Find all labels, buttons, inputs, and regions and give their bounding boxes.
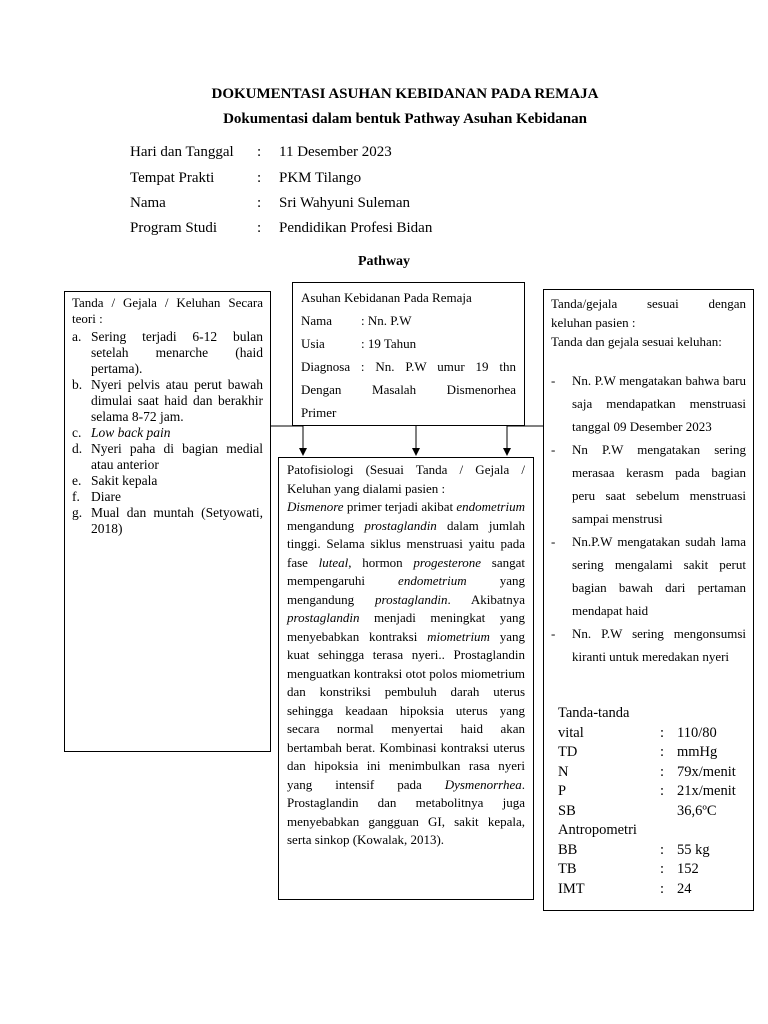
info-colon: : — [257, 144, 262, 160]
vital-row: N : 79x/menit — [558, 763, 736, 780]
patient-symptoms-box — [543, 289, 754, 911]
document-title: DOKUMENTASI ASUHAN KEBIDANAN PADA REMAJA — [211, 86, 599, 102]
vital-row: Antropometri — [558, 822, 637, 838]
pathophysiology-text: Dismenore primer terjadi akibat endometrium mengandung prostaglandin dalam jumlah tinggi. Selama siklus menstruasi yaitu pada fase luteal, hormon progesterone sangat mempengaruhi endometrium yang mengandung prostaglandin. Akibatnya prostaglandin menjadi meningkat yang menyebabkan kontraksi miometrium yang kuat sehingga terasa nyeri.. Prostaglandin menguatkan kontraksi otot polos miometrium dan konstriksi pembuluh darah uterus sehingga keadaan hipoksia uterus yang secara normal menyertai haid akan bertambah berat. Kombinasi kontraksi uterus dan hipoksia ini menimbulkan rasa nyeri yang intensif pada Dysmenorrhea. Prostaglandin dan metabolitnya juga menyebabkan gangguan GI, sakit kepala, serta sinkop (Kowalak, 2013). — [287, 499, 526, 847]
pathophysiology-heading: Patofisiologi (Sesuai Tanda / Gejala / Keluhan yang dialami pasien : — [287, 462, 525, 496]
vital-row: TB : 152 — [558, 861, 699, 877]
usia-label: Usia — [301, 336, 325, 351]
info-colon: : — [257, 220, 262, 236]
diagnosa-line: Primer — [301, 405, 337, 420]
list-item: - Nn P.W mengatakan sering merasaa kerasm pada bagian peru saat sebelum menstruasi sampai menstrusi — [551, 442, 746, 526]
usia-value: : 19 Tahun — [361, 336, 417, 351]
vital-row: SB 36,6ºC — [558, 802, 717, 819]
arrowhead-right — [503, 448, 511, 456]
vital-signs-table — [558, 704, 747, 899]
pathway-heading: Pathway — [357, 254, 411, 269]
info-value-date: 11 Desember 2023 — [279, 144, 392, 160]
arrowhead-left — [299, 448, 307, 456]
list-item: a. Sering terjadi 6-12 bulan setelah menarche (haid pertama). — [72, 329, 263, 376]
connector-right — [507, 426, 543, 450]
info-label-place: Tempat Prakti — [130, 170, 215, 186]
list-item: c. Low back pain — [72, 425, 171, 440]
list-item: - Nn. P.W mengatakan bahwa baru saja mendapatkan menstruasi tanggal 09 Desember 2023 — [551, 373, 746, 434]
list-item: g. Mual dan muntah (Setyowati, 2018) — [72, 505, 263, 536]
diagnosa-line: Dengan Masalah Dismenorhea — [301, 382, 516, 397]
connector-left — [271, 426, 303, 450]
list-item: f. Diare — [72, 489, 121, 504]
info-label-date: Hari dan Tanggal — [130, 144, 234, 160]
vital-row: Tanda-tanda — [558, 705, 630, 721]
list-item: d. Nyeri paha di bagian medial atau anterior — [72, 441, 263, 472]
vital-row: IMT : 24 — [558, 880, 692, 897]
patient-symptoms-heading-cont: keluhan pasien : — [551, 315, 636, 330]
nama-label: Nama — [301, 313, 333, 328]
theory-heading: Tanda / Gejala / Keluhan Secara — [72, 295, 263, 310]
arrowhead-center — [412, 448, 420, 456]
summary-heading: Asuhan Kebidanan Pada Remaja — [301, 290, 472, 305]
vital-row: P : 21x/menit — [558, 783, 736, 799]
info-label-name: Nama — [130, 195, 166, 211]
list-item: - Nn.P.W mengatakan sudah lama sering mengalami sakit perut bagian bawah dari pertaman mendapat haid — [551, 534, 746, 618]
pathophysiology-box — [278, 457, 534, 900]
patient-complaint-list — [551, 369, 746, 668]
list-item: b. Nyeri pelvis atau perut bawah dimulai saat haid dan berakhir selama 8-72 jam. — [72, 377, 263, 424]
theory-heading-cont: teori : — [72, 311, 103, 326]
info-value-place: PKM Tilango — [279, 170, 362, 186]
vital-row: vital : 110/80 — [558, 724, 717, 741]
info-label-program: Program Studi — [130, 220, 218, 236]
nama-value: : Nn. P.W — [361, 313, 412, 328]
patient-symptoms-subheading: Tanda dan gejala sesuai keluhan: — [551, 334, 722, 349]
vital-row: BB : 55 kg — [558, 841, 710, 858]
list-item: - Nn. P.W sering mengonsumsi kiranti untuk meredakan nyeri — [551, 626, 746, 664]
info-colon: : — [257, 170, 262, 186]
info-colon: : — [257, 195, 262, 211]
document-subtitle: Dokumentasi dalam bentuk Pathway Asuhan Kebidanan — [223, 111, 587, 127]
diagnosa-line: Diagnosa : Nn. P.W umur 19 thn — [301, 359, 516, 374]
vital-row: TD : mmHg — [558, 744, 718, 760]
info-value-program: Pendidikan Profesi Bidan — [279, 220, 433, 236]
patient-symptoms-heading: Tanda/gejala sesuai dengan — [551, 296, 746, 311]
list-item: e. Sakit kepala — [72, 473, 158, 488]
info-value-name: Sri Wahyuni Suleman — [279, 195, 411, 211]
